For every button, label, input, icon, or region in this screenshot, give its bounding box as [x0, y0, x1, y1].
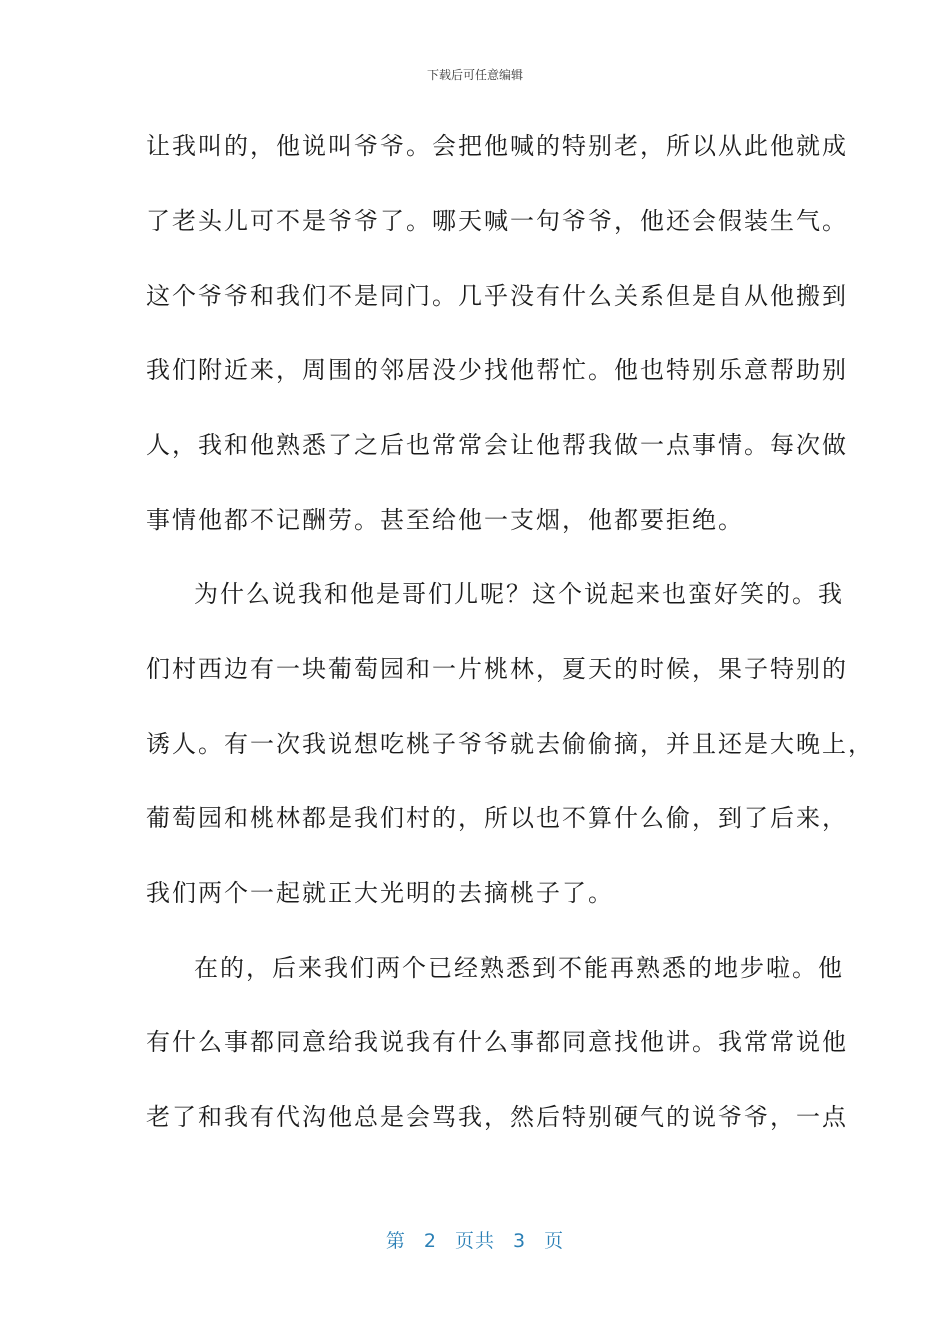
text-line: 了老头儿可不是爷爷了。哪天喊一句爷爷，他还会假装生气。: [146, 207, 848, 235]
text-line: 我们附近来，周围的邻居没少找他帮忙。他也特别乐意帮助别: [146, 356, 848, 384]
text-line: 我们两个一起就正大光明的去摘桃子了。: [146, 879, 614, 907]
text-line: 这个爷爷和我们不是同门。几乎没有什么关系但是自从他搬到: [146, 282, 848, 310]
text-line: 们村西边有一块葡萄园和一片桃林，夏天的时候，果子特别的: [146, 655, 848, 683]
text-line: 在的，后来我们两个已经熟悉到不能再熟悉的地步啦。他: [194, 954, 844, 982]
text-line: 有什么事都同意给我说我有什么事都同意找他讲。我常常说他: [146, 1028, 848, 1056]
text-line: 葡萄园和桃林都是我们村的，所以也不算什么偷，到了后来，: [146, 804, 848, 832]
page-current: 2: [423, 1230, 437, 1252]
text-line: 事情他都不记酬劳。甚至给他一支烟，他都要拒绝。: [146, 506, 744, 534]
page-prefix: 第: [385, 1230, 406, 1252]
page-header: 下载后可任意编辑: [426, 68, 523, 82]
page-total: 3: [513, 1230, 527, 1252]
text-line: 人，我和他熟悉了之后也常常会让他帮我做一点事情。每次做: [146, 431, 848, 459]
text-line: 让我叫的，他说叫爷爷。会把他喊的特别老，所以从此他就成: [146, 132, 848, 160]
text-line: 诱人。有一次我说想吃桃子爷爷就去偷偷摘，并且还是大晚上，: [146, 730, 874, 758]
page-suffix: 页: [544, 1230, 565, 1252]
text-line: 老了和我有代沟他总是会骂我，然后特别硬气的说爷爷，一点: [146, 1103, 848, 1131]
page-middle: 页共: [454, 1230, 495, 1252]
page-footer: [0, 1226, 950, 1253]
text-line: 为什么说我和他是哥们儿呢？这个说起来也蛮好笑的。我: [194, 580, 844, 608]
